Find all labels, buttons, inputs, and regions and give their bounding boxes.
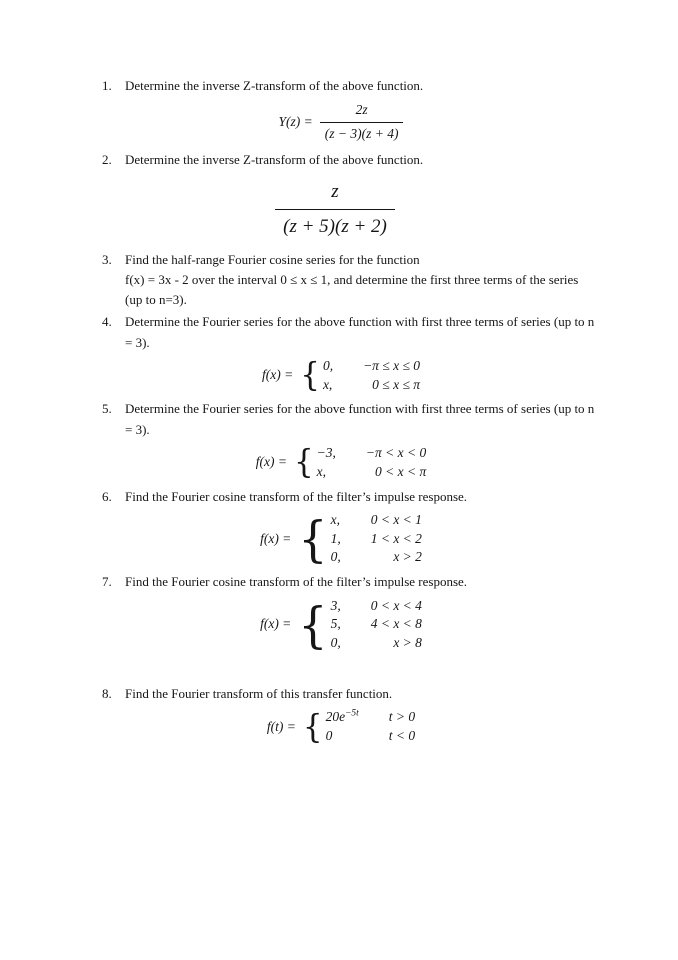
case-condition: 0 < x < 1 — [370, 511, 422, 527]
problem-1-formula — [102, 100, 580, 145]
case-value-base: 0 — [325, 728, 333, 744]
case-condition: 1 < x < 2 — [370, 530, 422, 546]
problem-7-text: Find the Fourier cosine transform of the filter’s impulse response. — [125, 574, 468, 590]
problem-6-formula — [102, 511, 580, 568]
problem-7 — [102, 572, 598, 653]
case-value: 0, — [330, 549, 341, 565]
fraction-denominator: (z − 3)(z + 4) — [324, 126, 399, 142]
problem-4 — [102, 312, 598, 394]
problem-8 — [102, 684, 598, 746]
problem-5-text: Determine the Fourier series for the above function with first three terms of series (up to n = 3). — [125, 401, 595, 437]
problem-1-statement — [102, 76, 598, 96]
vertical-gap — [102, 658, 598, 684]
left-brace: { — [300, 356, 320, 394]
problem-3-text-line1: Find the half-range Fourier cosine series for the function — [125, 252, 420, 267]
left-brace: { — [298, 510, 328, 568]
problem-2-statement — [102, 150, 598, 170]
problem-3 — [102, 250, 598, 310]
piecewise-cases — [294, 444, 426, 482]
case-condition: 0 ≤ x ≤ π — [372, 376, 420, 392]
case-condition: 4 < x < 8 — [370, 616, 422, 632]
left-brace: { — [302, 707, 323, 746]
case-condition: 0 < x < π — [375, 463, 427, 479]
problem-6 — [102, 487, 598, 568]
case-condition: t > 0 — [388, 709, 416, 725]
fraction-denominator: (z + 5)(z + 2) — [283, 215, 387, 237]
problem-2-text: Determine the inverse Z-transform of the above function. — [125, 151, 424, 167]
problem-8-formula — [102, 708, 580, 746]
problem-7-formula — [102, 597, 580, 654]
problem-3-statement — [102, 250, 598, 310]
problem-3-text-line2: f(x) = 3x - 2 over the interval 0 ≤ x ≤ 1, and determine the first three terms of the series (up to n=3). — [125, 272, 579, 308]
piecewise-cases — [298, 511, 422, 568]
case-condition: −π ≤ x ≤ 0 — [363, 357, 420, 373]
case-condition: −π < x < 0 — [365, 444, 427, 460]
case-condition: t < 0 — [388, 728, 416, 744]
case-grid — [323, 357, 420, 395]
case-condition: x > 8 — [393, 635, 422, 651]
problem-5-formula — [102, 444, 580, 482]
formula-lhs: f(x) = — [261, 367, 294, 383]
problem-3-number: 3. — [102, 252, 112, 267]
problem-4-formula — [102, 357, 580, 395]
problem-4-number: 4. — [102, 314, 112, 330]
problem-2-formula — [102, 177, 568, 241]
case-value: −3, — [316, 444, 336, 460]
case-value: 5, — [330, 616, 341, 632]
case-grid — [317, 444, 427, 482]
fraction — [275, 177, 395, 241]
problem-8-statement — [102, 684, 598, 704]
case-condition: x > 2 — [393, 549, 422, 565]
case-grid — [331, 597, 422, 654]
case-value: x, — [330, 511, 340, 527]
problem-sheet — [102, 76, 598, 751]
case-value: 3, — [330, 597, 341, 613]
case-grid — [331, 511, 422, 568]
problem-1 — [102, 76, 598, 145]
problem-7-statement — [102, 572, 598, 592]
case-value — [326, 708, 359, 727]
left-brace: { — [298, 596, 328, 654]
case-value: 0, — [322, 357, 334, 373]
problem-3-text — [125, 250, 598, 310]
piecewise-cases — [300, 357, 420, 395]
problem-8-text: Find the Fourier transform of this transfer function. — [125, 686, 393, 702]
piecewise-cases — [298, 597, 422, 654]
fraction-numerator: 2z — [320, 100, 404, 123]
problem-5-number: 5. — [102, 401, 112, 417]
left-brace: { — [293, 443, 314, 482]
problem-5 — [102, 399, 598, 481]
problem-1-number: 1. — [102, 78, 112, 93]
problem-2 — [102, 150, 598, 241]
formula-lhs: f(t) = — [266, 718, 296, 734]
formula-lhs: f(x) = — [260, 530, 292, 546]
case-value: 1, — [330, 530, 341, 546]
case-grid — [326, 708, 416, 746]
case-value: 0, — [330, 635, 341, 651]
problem-2-number: 2. — [102, 151, 112, 167]
problem-1-text: Determine the inverse Z-transform of the above function. — [125, 78, 424, 93]
problem-5-statement — [102, 399, 598, 439]
fraction — [320, 100, 404, 145]
formula-lhs: f(x) = — [260, 616, 292, 632]
case-value: x, — [322, 376, 333, 392]
case-condition: 0 < x < 4 — [370, 597, 422, 613]
problem-6-statement — [102, 487, 598, 507]
problem-6-number: 6. — [102, 488, 112, 504]
problem-6-text: Find the Fourier cosine transform of the filter’s impulse response. — [125, 488, 468, 504]
fraction-numerator: z — [275, 177, 395, 209]
problem-8-number: 8. — [102, 686, 112, 702]
formula-lhs: f(x) = — [255, 454, 287, 470]
case-value: x, — [316, 463, 327, 479]
piecewise-cases — [303, 708, 415, 746]
case-value-base: 20e — [325, 709, 346, 725]
problem-4-text: Determine the Fourier series for the above function with first three terms of series (up to n = 3). — [125, 314, 595, 350]
problem-7-number: 7. — [102, 574, 112, 590]
formula-lhs: Y(z) = — [278, 114, 313, 130]
case-value-exponent: −5t — [345, 708, 359, 719]
case-value — [326, 727, 359, 746]
problem-4-statement — [102, 312, 598, 352]
